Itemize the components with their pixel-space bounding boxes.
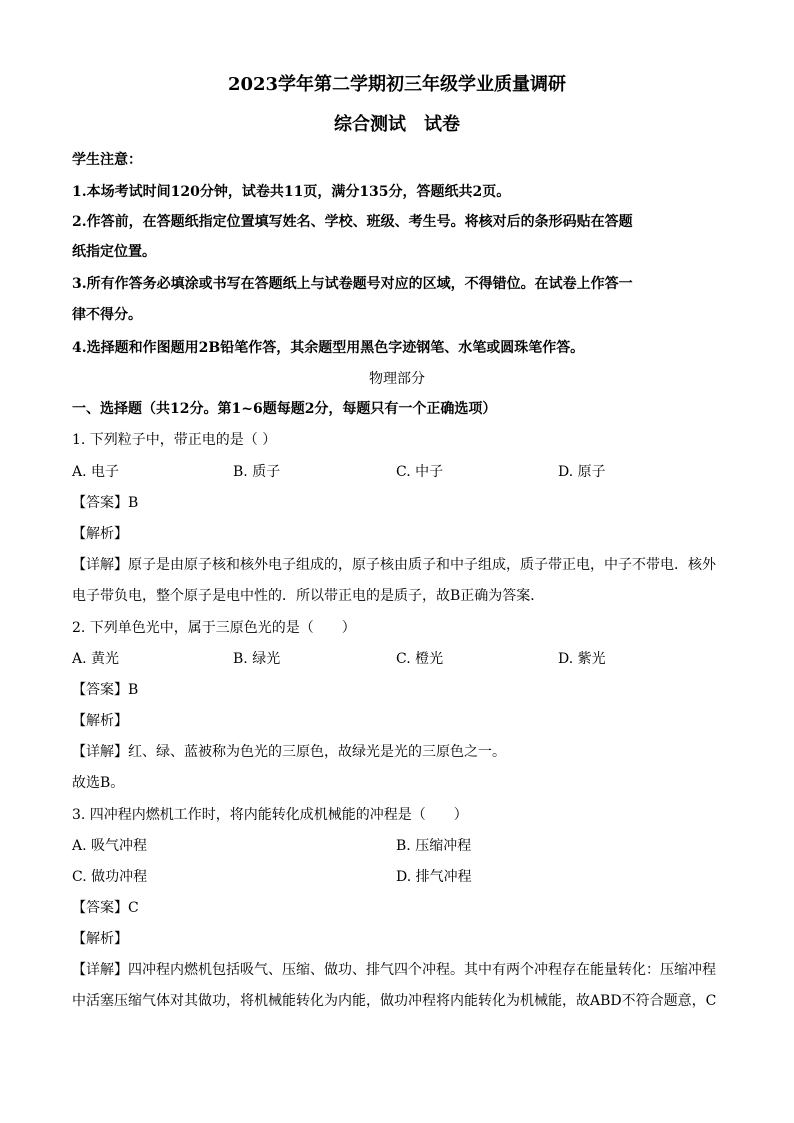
answer-label: 【答案】B (72, 495, 139, 511)
option-c: C. 做功冲程 (72, 869, 148, 885)
analysis-label: 【解析】 (72, 931, 128, 947)
notice-heading: 学生注意： (72, 152, 142, 168)
option-b: B. 压缩冲程 (396, 838, 472, 854)
notice-item: 2.作答前，在答题纸指定位置填写姓名、学校、班级、考生号。将核对后的条形码贴在答题 (72, 214, 633, 230)
section-part: 物理部分 (369, 371, 425, 387)
option-d: D. 原子 (558, 464, 606, 480)
detail-text: 中活塞压缩气体对其做功，将机械能转化为内能，做功冲程将内能转化为机械能，故ABD不符合题意，C (72, 993, 717, 1009)
section-heading: 一、选择题（共12分。第1~6题每题2分，每题只有一个正确选项） (72, 401, 497, 417)
analysis-label: 【解析】 (72, 526, 128, 542)
question-stem: 3. 四冲程内燃机工作时，将内能转化成机械能的冲程是（ ） (72, 807, 468, 823)
option-c: C. 中子 (396, 464, 444, 480)
detail-text: 【详解】红、绿、蓝被称为色光的三原色，故绿光是光的三原色之一。 (72, 744, 506, 760)
exam-title: 2023学年第二学期初三年级学业质量调研 (227, 74, 567, 95)
option-d: D. 紫光 (558, 651, 606, 667)
notice-item: 1.本场考试时间120分钟，试卷共11页，满分135分，答题纸共2页。 (72, 184, 511, 200)
option-b: B. 绿光 (233, 651, 281, 667)
notice-item: 纸指定位置。 (72, 244, 156, 260)
answer-label: 【答案】B (72, 682, 139, 698)
question-stem: 1. 下列粒子中，带正电的是（ ） (72, 432, 277, 448)
detail-text: 【详解】四冲程内燃机包括吸气、压缩、做功、排气四个冲程。其中有两个冲程存在能量转化：压缩冲程 (72, 962, 716, 978)
detail-text: 【详解】原子是由原子核和核外电子组成的，原子核由质子和中子组成，质子带正电，中子不带电．核外 (72, 557, 716, 573)
question-stem: 2. 下列单色光中，属于三原色光的是（ ） (72, 620, 356, 636)
option-c: C. 橙光 (396, 651, 444, 667)
exam-subtitle: 综合测试 试卷 (334, 114, 460, 135)
analysis-label: 【解析】 (72, 713, 128, 729)
option-a: A. 黄光 (72, 651, 120, 667)
notice-item: 3.所有作答务必填涂或书写在答题纸上与试卷题号对应的区域，不得错位。在试卷上作答一 (72, 276, 633, 292)
option-d: D. 排气冲程 (396, 869, 472, 885)
option-a: A. 吸气冲程 (72, 838, 148, 854)
detail-text: 故选B。 (72, 775, 125, 791)
notice-item: 律不得分。 (72, 307, 142, 323)
notice-item: 4.选择题和作图题用2B铅笔作答，其余题型用黑色字迹钢笔、水笔或圆珠笔作答。 (72, 340, 585, 356)
option-b: B. 质子 (233, 464, 281, 480)
answer-label: 【答案】C (72, 900, 139, 916)
option-a: A. 电子 (72, 464, 120, 480)
detail-text: 电子带负电，整个原子是电中性的．所以带正电的是质子，故B正确为答案． (72, 588, 545, 604)
